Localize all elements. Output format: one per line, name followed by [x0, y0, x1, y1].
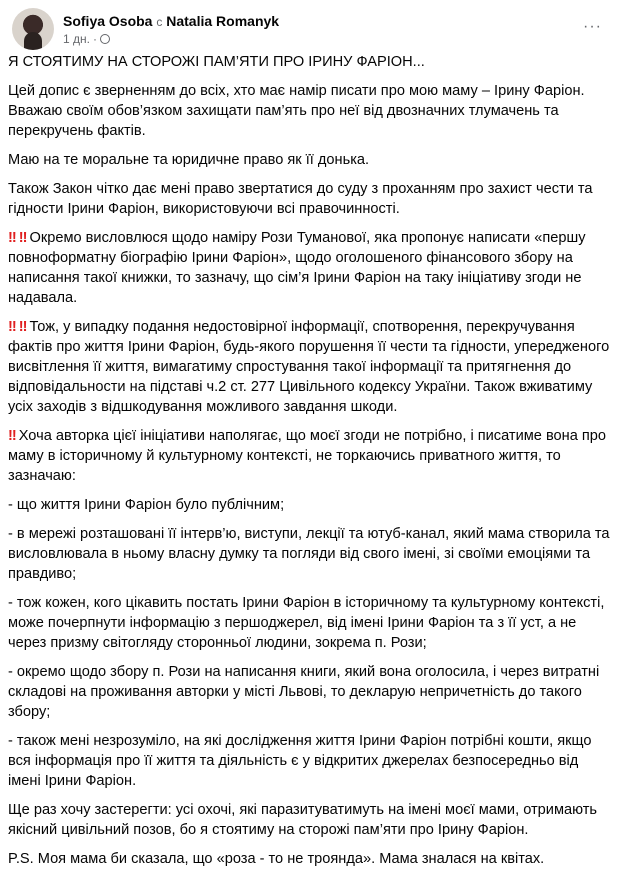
list-item: - також мені незрозуміло, на які дослідження життя Ірини Фаріон потрібні кошти, якщо вся інформація про її життя та діяльність є у відкритих джерелах безпосередньо від імені Ірини Фаріон.	[8, 733, 592, 789]
paragraph	[8, 317, 612, 417]
more-options-button[interactable]: ···	[583, 18, 602, 35]
list-item: - що життя Ірини Фаріон було публічним;	[8, 497, 285, 513]
double-exclamation-icon: !! !!	[8, 230, 27, 246]
list-item: - окремо щодо збору п. Рози на написання книги, який вона оголосила, і через витратні складові на проживання авторки у місті Львові, то декларую непричетність до такого збору;	[8, 664, 600, 720]
author-line	[63, 13, 279, 29]
postscript: P.S. Моя мама би сказала, що «роза - то не троянда». Мама зналася на квітах.	[8, 851, 545, 867]
paragraph: Ще раз хочу застерегти: усі охочі, які паразитуватимуть на імені моєї мами, отримають якісний цивільний позов, бо я стоятиму на сторожі пам’яти про Ірину Фаріон.	[8, 802, 598, 838]
list-item: - тож кожен, кого цікавить постать Ірини Фаріон в історичному та культурному контексті, може почерпнути інформацію з першоджерел, від імені Ірини Фаріон та з її уст, а не через призму світогляду сторонньої людини, зокрема п. Рози;	[8, 595, 605, 651]
list-item: - в мережі розташовані її інтерв’ю, виступи, лекції та ютуб-канал, який мама створила та висловлювала в ньому власну думку та погляди від свого імені, зі своїми емоціями та правдиво;	[8, 526, 610, 582]
paragraph	[8, 426, 612, 486]
paragraph-text: Тож, у випадку подання недостовірної інформації, спотворення, перекручування фактів про життя Ірини Фаріон, будь-якого порушення її чести та гідности, упередженого висвітлення її життя, вимагатиму спростування такої інформації та притягнення до відповідальности на підставі ч.2 ст. 277 Цивільного кодексу України. Також вживатиму усіх заходів з відшкодування можливого завдання шкоди.	[8, 319, 610, 415]
author-name[interactable]: Sofiya Osoba	[63, 12, 153, 29]
paragraph-text: Хоча авторка цієї ініціативи наполягає, що моєї згоди не потрібно, і писатиме вона про маму в історичному й культурному контексті, не торкаючись приватного життя, то зазначаю:	[8, 428, 607, 484]
post-body	[8, 52, 612, 878]
post-header	[12, 8, 279, 50]
globe-icon	[100, 34, 110, 44]
separator: ·	[92, 31, 97, 46]
double-exclamation-icon: !! !!	[8, 319, 27, 335]
paragraph: Також Закон чітко дає мені право звертатися до суду з проханням про захист чести та гідности Ірини Фаріон, використовуючи всі правочинності.	[8, 181, 593, 217]
paragraph-text: Окремо висловлюся щодо наміру Рози Туманової, яка пропонує написати «першу повноформатну біографію Ірини Фаріон», щодо оголошеного фінансового збору на написання такої книжки, то зазначу, що сім’я Ірини Фаріон на таку ініціативу згоди не надавала.	[8, 230, 586, 306]
post-meta	[63, 13, 279, 46]
double-exclamation-icon: !!	[8, 428, 16, 444]
post-title: Я СТОЯТИМУ НА СТОРОЖІ ПАМ’ЯТИ ПРО ІРИНУ ФАРІОН...	[8, 54, 425, 70]
paragraph: Маю на те моральне та юридичне право як її донька.	[8, 152, 370, 168]
paragraph: Цей допис є зверненням до всіх, хто має намір писати про мою маму – Ірину Фаріон. Вважаю своїм обов’язком захищати пам’ять про неї від двозначних тлумачень та перекручень фактів.	[8, 83, 585, 139]
tagged-name[interactable]: Natalia Romanyk	[166, 12, 280, 29]
with-word: с	[156, 14, 163, 29]
avatar[interactable]	[12, 8, 54, 50]
paragraph	[8, 228, 612, 308]
post-subline	[63, 32, 279, 46]
post-time[interactable]: 1 дн.	[63, 31, 90, 46]
